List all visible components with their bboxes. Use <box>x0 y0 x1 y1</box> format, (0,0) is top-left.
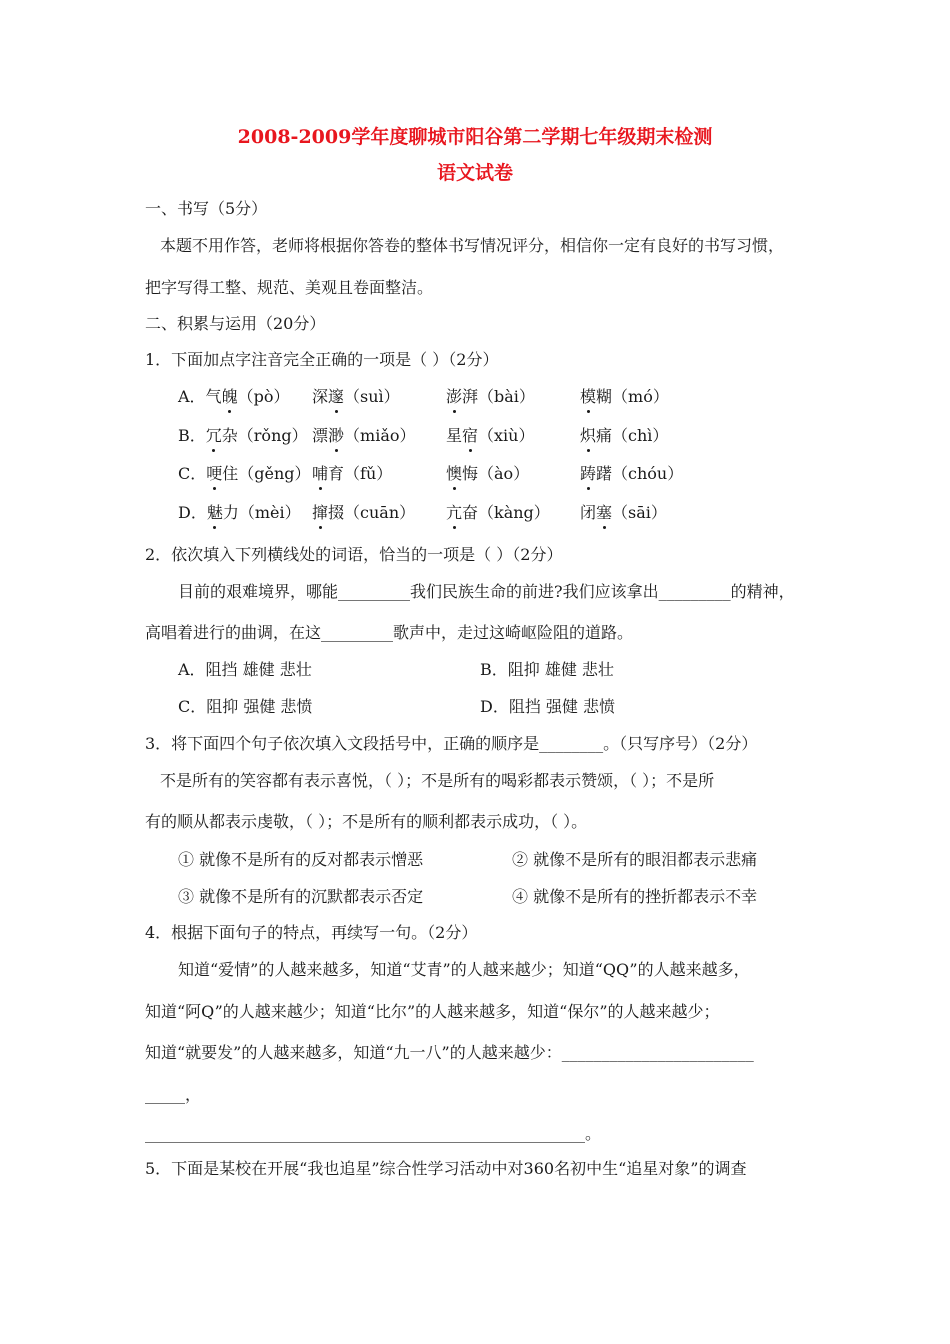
q1-option-cell: 澎 湃（bài） <box>446 387 535 407</box>
q1-option-cell: 星宿 （xiù） <box>446 426 534 446</box>
question-stem: 4．根据下面句子的特点，再续写一句。（2分） <box>145 923 478 942</box>
dotted-character: 踌 <box>580 464 596 484</box>
question-stem: 1．下面加点字注音完全正确的一项是（ ）（2分） <box>145 350 499 369</box>
paragraph-line: 知道“爱情”的人越来越多，知道“艾青”的人越来越少；知道“QQ”的人越来越多， <box>178 960 750 979</box>
emphasis-dot-icon <box>453 526 456 529</box>
dotted-character: 撺 <box>312 503 328 523</box>
dotted-character: 懊 <box>446 464 462 484</box>
q1-option-cell: 亢 奋（kàng） <box>446 503 550 523</box>
emphasis-dot-icon <box>603 526 606 529</box>
dotted-character: 宿 <box>462 426 478 446</box>
question-stem: 5．下面是某校在开展“我也追星”综合性学习活动中对360名初中生“追星对象”的调查 <box>145 1159 747 1178</box>
emphasis-dot-icon <box>587 410 590 413</box>
option-4: ④ 就像不是所有的挫折都表示不幸 <box>512 887 758 906</box>
dotted-character: 魄 <box>222 387 238 407</box>
emphasis-dot-icon <box>453 410 456 413</box>
paragraph-line: 有的顺从都表示虔敬，（ ）；不是所有的顺利都表示成功，（ ）。 <box>145 812 588 831</box>
emphasis-dot-icon <box>319 526 322 529</box>
q1-option-cell: 深邃 （suì） <box>312 387 400 407</box>
dotted-character: 澎 <box>446 387 462 407</box>
q1-option-cell: D．魅 力（mèi） <box>178 503 301 523</box>
q1-option-cell: 懊 悔（ào） <box>446 464 529 484</box>
emphasis-dot-icon <box>453 487 456 490</box>
option-d: D．阻挡 强健 悲愤 <box>480 697 616 716</box>
paragraph-line: 把字写得工整、规范、美观且卷面整洁。 <box>145 278 434 297</box>
q1-option-cell: 踌 躇（chóu） <box>580 464 683 484</box>
dotted-character: 冗 <box>206 426 222 446</box>
q1-option-cell: C．哽 住（gěng） <box>178 464 311 484</box>
q1-option-cell: 闭塞 （sāi） <box>580 503 667 523</box>
option-1: ① 就像不是所有的反对都表示憎恶 <box>178 850 424 869</box>
option-3: ③ 就像不是所有的沉默都表示否定 <box>178 887 424 906</box>
dotted-character: 渺 <box>328 426 344 446</box>
section-heading: 一、书写（5分） <box>145 199 268 218</box>
dotted-character: 魅 <box>207 503 223 523</box>
paragraph-line: 目前的艰难境界，哪能_________我们民族生命的前进?我们应该拿出_________的精神， <box>178 582 795 601</box>
emphasis-dot-icon <box>335 449 338 452</box>
emphasis-dot-icon <box>212 449 215 452</box>
emphasis-dot-icon <box>213 526 216 529</box>
page-title-line2: 语文试卷 <box>436 162 513 184</box>
q1-option-cell: 炽 痛（chì） <box>580 426 668 446</box>
emphasis-dot-icon <box>587 449 590 452</box>
emphasis-dot-icon <box>213 487 216 490</box>
dotted-character: 塞 <box>596 503 612 523</box>
paragraph-line: 知道“就要发”的人越来越多，知道“九一八”的人越来越少：________________________ <box>145 1043 754 1062</box>
q1-option-cell: 漂渺 （miǎo） <box>312 426 416 446</box>
question-stem: 2．依次填入下列横线处的词语，恰当的一项是（ ）（2分） <box>145 545 563 564</box>
answer-line: _______________________________________________________。 <box>145 1124 602 1143</box>
emphasis-dot-icon <box>228 410 231 413</box>
paragraph-line: 高唱着进行的曲调，在这_________歌声中，走过这崎岖险阻的道路。 <box>145 623 634 642</box>
page-title-line1: 2008-2009学年度聊城市阳谷第二学期七年级期末检测 <box>237 126 713 148</box>
emphasis-dot-icon <box>469 449 472 452</box>
section-heading: 二、积累与运用（20分） <box>145 314 326 333</box>
emphasis-dot-icon <box>335 410 338 413</box>
option-a: A．阻挡 雄健 悲壮 <box>178 660 312 679</box>
paragraph-line: 知道“阿Q”的人越来越少；知道“比尔”的人越来越多，知道“保尔”的人越来越少； <box>145 1002 720 1021</box>
answer-line: _____， <box>145 1085 202 1104</box>
q1-option-cell: A．气魄 （pò） <box>178 387 289 407</box>
dotted-character: 哽 <box>206 464 222 484</box>
paragraph-line: 不是所有的笑容都有表示喜悦，（ ）；不是所有的喝彩都表示赞颂，（ ）；不是所 <box>160 771 715 790</box>
dotted-character: 邃 <box>328 387 344 407</box>
dotted-character: 哺 <box>312 464 328 484</box>
emphasis-dot-icon <box>319 487 322 490</box>
dotted-character: 炽 <box>580 426 596 446</box>
option-b: B．阻抑 雄健 悲壮 <box>480 660 614 679</box>
option-2: ② 就像不是所有的眼泪都表示悲痛 <box>512 850 758 869</box>
emphasis-dot-icon <box>587 487 590 490</box>
question-stem: 3．将下面四个句子依次填入文段括号中，正确的顺序是________。（只写序号）（2分） <box>145 734 758 753</box>
q1-option-cell: 哺 育（fǔ） <box>312 464 392 484</box>
q1-option-cell: 模 糊（mó） <box>580 387 669 407</box>
dotted-character: 模 <box>580 387 596 407</box>
option-c: C．阻抑 强健 悲愤 <box>178 697 313 716</box>
paragraph-line: 本题不用作答，老师将根据你答卷的整体书写情况评分，相信你一定有良好的书写习惯， <box>160 236 785 255</box>
dotted-character: 亢 <box>446 503 462 523</box>
q1-option-cell: B．冗 杂（rǒng） <box>178 426 308 446</box>
q1-option-cell: 撺 掇（cuān） <box>312 503 415 523</box>
